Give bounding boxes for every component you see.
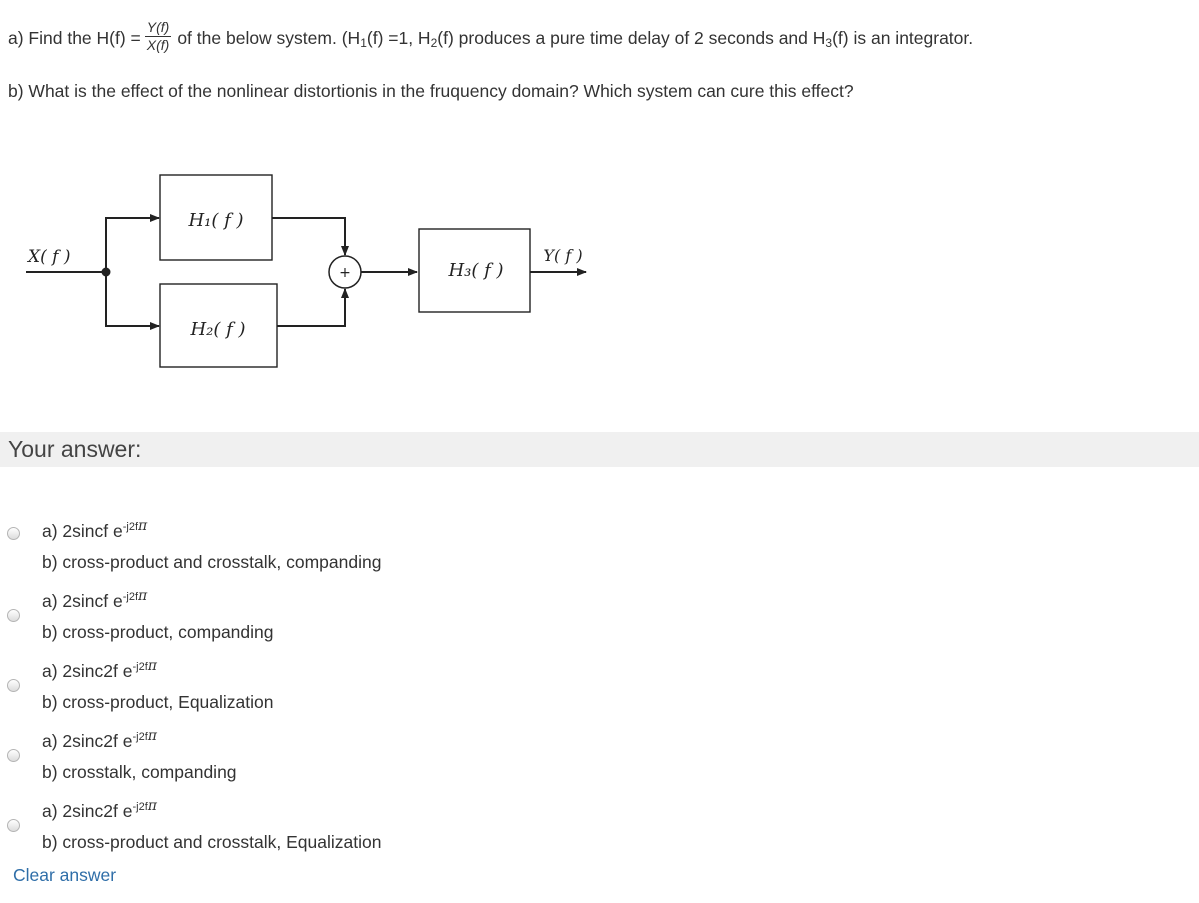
- your-answer-header: Your answer:: [0, 432, 1199, 467]
- h1-to-sum-arrow: [272, 218, 345, 255]
- option-part-b: b) crosstalk, companding: [42, 762, 237, 782]
- radio-button[interactable]: [7, 527, 20, 540]
- upper-branch-arrow: [106, 218, 159, 272]
- h1-label: H₁( f ): [188, 210, 244, 231]
- option-part-b: b) cross-product, Equalization: [42, 692, 274, 712]
- radio-button[interactable]: [7, 749, 20, 762]
- radio-button[interactable]: [7, 819, 20, 832]
- h2-to-sum-arrow: [277, 289, 345, 326]
- sum-symbol: +: [339, 265, 351, 281]
- option-part-a: a) 2sincf $e^{-j2f\pi}$: [42, 518, 148, 541]
- radio-button[interactable]: [7, 609, 20, 622]
- option-part-a: a) 2sinc2f $e^{-j2f\pi}$: [42, 798, 157, 821]
- answer-option[interactable]: [0, 520, 700, 580]
- block-diagram: [20, 168, 600, 378]
- radio-button[interactable]: [7, 679, 20, 692]
- fraction-denominator: X(f): [146, 37, 170, 53]
- option-part-b: b) cross-product and crosstalk, companding: [42, 552, 382, 572]
- clear-answer-link[interactable]: Clear answer: [13, 865, 117, 885]
- answer-option[interactable]: [0, 730, 700, 790]
- option-part-a: a) 2sinc2f $e^{-j2f\pi}$: [42, 728, 157, 751]
- lower-branch-arrow: [106, 272, 159, 326]
- input-label: X( f ): [28, 247, 71, 267]
- question-a-prefix: a) Find the H(f) =: [8, 28, 141, 49]
- answer-option[interactable]: [0, 590, 700, 650]
- option-part-b: b) cross-product, companding: [42, 622, 274, 642]
- h2-label: H₂( f ): [190, 319, 246, 340]
- output-label: Y( f ): [543, 246, 583, 265]
- answer-option[interactable]: [0, 800, 700, 860]
- fraction-numerator: Y(f): [146, 19, 170, 35]
- transfer-function-fraction: [145, 19, 172, 54]
- question-part-b: b) What is the effect of the nonlinear distortionis in the fruquency domain? Which system can cure this effect?: [8, 81, 854, 101]
- question-part-a: a) Find the H(f) = $\frac{Y(f)}{X(f)}$ of the below system. ($H_1(f) =1$, $H_2(f)$ produces a pure time delay of 2 seconds and $H_3(f)$ is an integrator.: [8, 19, 974, 53]
- answer-option[interactable]: [0, 660, 700, 720]
- option-part-a: a) 2sincf $e^{-j2f\pi}$: [42, 588, 148, 611]
- option-part-a: a) 2sinc2f $e^{-j2f\pi}$: [42, 658, 157, 681]
- option-part-b: b) cross-product and crosstalk, Equalization: [42, 832, 382, 852]
- h3-label: H₃( f ): [448, 260, 504, 281]
